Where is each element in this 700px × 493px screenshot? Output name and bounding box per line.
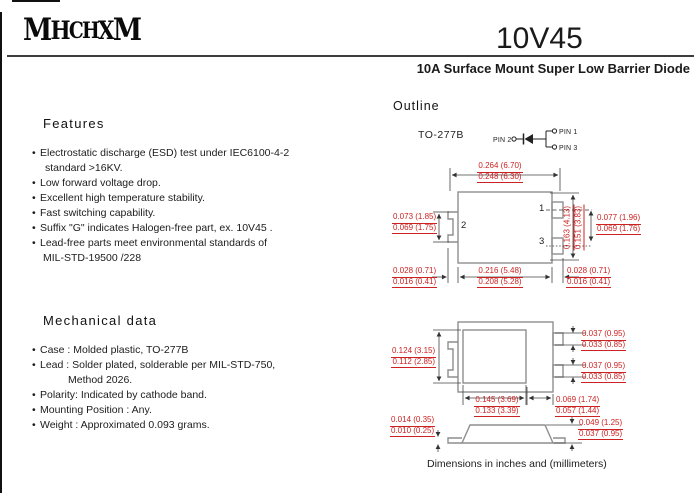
mechanical-text: Method 2026. [68,374,133,386]
header-rule [7,55,694,57]
features-section [30,117,380,266]
page-title: 10V45 [496,22,583,55]
dim-lead-thickness [390,416,435,437]
diode-schematic-icon [490,122,620,156]
bullet: • [32,419,36,431]
dim-value-max: 0.037 (0.95) [581,362,626,373]
dim-pin-protrusion [566,267,612,288]
dim-tab-width [392,213,436,234]
mechanical-line [30,343,380,358]
logo-letter: C [68,17,83,44]
feature-text: Fast switching capability. [40,207,156,219]
mechanical-line [30,373,380,388]
feature-line [30,206,380,221]
dim-value-min: 0.208 (5.28) [477,278,522,289]
feature-text: Lead-free parts meet environmental standards of [40,237,268,249]
dim-value-max: 0.037 (0.95) [581,330,626,341]
dim-value-min: 0.151 (3.83) [574,205,585,250]
dim-pin-span [564,205,585,251]
dim-value-max: 0.216 (5.48) [477,267,522,278]
feature-line [30,221,380,236]
dim-value-min: 0.069 (1.76) [596,225,641,236]
pad-number-1: 1 [539,203,545,214]
dim-pad-height [391,347,436,368]
dim-pin-pitch [596,214,642,235]
mechanical-data-section [30,314,380,433]
pin1-terminal-icon [552,129,556,133]
mechanical-text: Case : Molded plastic, TO-277B [40,344,189,356]
feature-text: Electrostatic discharge (ESD) test under IEC6100-4-2 [40,147,290,159]
pin2-terminal-icon [512,137,516,141]
logo-letter: X [98,16,113,45]
dim-value-min: 0.248 (6.30) [477,173,522,184]
logo-letter: M [112,12,141,48]
outline-views-drawing [390,155,700,465]
feature-line [30,191,380,206]
dim-pad-width [470,396,524,417]
dim-value-max: 0.028 (0.71) [566,267,611,278]
subtitle: 10A Surface Mount Super Low Barrier Diode [416,61,690,76]
feature-line [30,161,380,176]
logo-letter: M [23,12,51,48]
dim-value-max: 0.124 (3.15) [391,347,436,358]
dim-value-min: 0.057 (1.44) [555,407,600,418]
dim-value-max: 0.163 (4.13) [564,205,575,250]
feature-text: Low forward voltage drop. [40,177,161,189]
dim-value-max: 0.069 (1.74) [555,396,600,407]
dim-value-min: 0.037 (0.95) [578,430,623,441]
dim-value-min: 0.069 (1.75) [392,224,437,235]
logo-letter: H [82,17,99,44]
pad-number-2: 2 [461,220,467,231]
mechanical-text: Weight : Approximated 0.093 grams. [40,419,210,431]
pin1-label: PIN 1 [559,129,578,136]
dim-top-width [472,162,528,183]
pin3-label: PIN 3 [559,145,578,152]
feature-text: standard >16KV. [45,162,123,174]
pin2-label: PIN 2 [493,137,512,144]
feature-line [30,251,380,266]
dim-tab-protrusion [392,266,437,288]
dim-value-min: 0.033 (0.85) [581,373,626,384]
pin3-terminal-icon [552,145,556,149]
dim-body-bottom-width [472,267,528,288]
bullet: • [32,147,36,159]
bullet: • [32,404,36,416]
bottom-view [448,322,563,392]
side-view [448,425,565,443]
bullet: • [32,237,36,249]
dim-value-min: 0.016 (0.41) [392,278,437,289]
dim-value-max: 0.073 (1.85) [392,213,437,224]
feature-text: Excellent high temperature stability. [40,192,205,204]
mechanical-text: Polarity: Indicated by cathode band. [40,389,207,401]
feature-line [30,236,380,251]
dim-value-max: 0.077 (1.96) [596,214,641,225]
mechanical-line [30,418,380,433]
feature-text: Suffix "G" indicates Halogen-free part, ex. 10V45 . [40,222,273,234]
features-heading: Features [43,116,105,131]
mechanical-line [30,388,380,403]
dim-value-max: 0.264 (6.70) [477,162,522,173]
mechanical-heading: Mechanical data [43,313,158,328]
dim-value-max: 0.145 (3.69) [474,396,519,407]
diode-triangle-icon [525,134,534,144]
dim-value-min: 0.010 (0.25) [390,427,435,438]
dimension-caption: Dimensions in inches and (millimeters) [427,458,607,470]
dim-value-min: 0.033 (0.85) [581,341,626,352]
bullet: • [32,177,36,189]
bullet: • [32,344,36,356]
dim-pad-to-edge [555,396,601,417]
mechanical-line [30,403,380,418]
feature-text: MIL-STD-19500 /228 [43,252,142,264]
bullet: • [32,222,36,234]
dim-value-max: 0.028 (0.71) [392,267,437,278]
dim-value-min: 0.016 (0.41) [566,278,611,289]
pad-number-3: 3 [539,236,545,247]
dim-value-min: 0.133 (3.39) [474,407,519,418]
mechanical-text: Mounting Position : Any. [40,404,152,416]
package-outline-drawing [390,155,700,493]
bullet: • [32,207,36,219]
page-border-left [0,12,2,493]
feature-line [30,146,380,161]
side-view-dimension-lines [438,416,582,452]
mechanical-line [30,358,380,373]
dim-value-max: 0.014 (0.35) [390,416,435,427]
page-border-top [12,0,60,2]
bullet: • [32,359,36,371]
dim-pin-width-bottom [581,362,627,383]
bullet: • [32,389,36,401]
package-name: TO-277B [418,129,464,141]
dim-value-min: 0.112 (2.85) [391,358,436,369]
dim-value-max: 0.049 (1.25) [578,419,623,430]
logo-letter: H [50,16,69,45]
outline-heading: Outline [393,99,440,113]
dim-body-height [578,419,624,440]
dim-pin-width-top [581,330,627,351]
feature-line [30,176,380,191]
bullet: • [32,192,36,204]
brand-logo [23,12,141,48]
mechanical-text: Lead : Solder plated, solderable per MIL-STD-750, [40,359,276,371]
